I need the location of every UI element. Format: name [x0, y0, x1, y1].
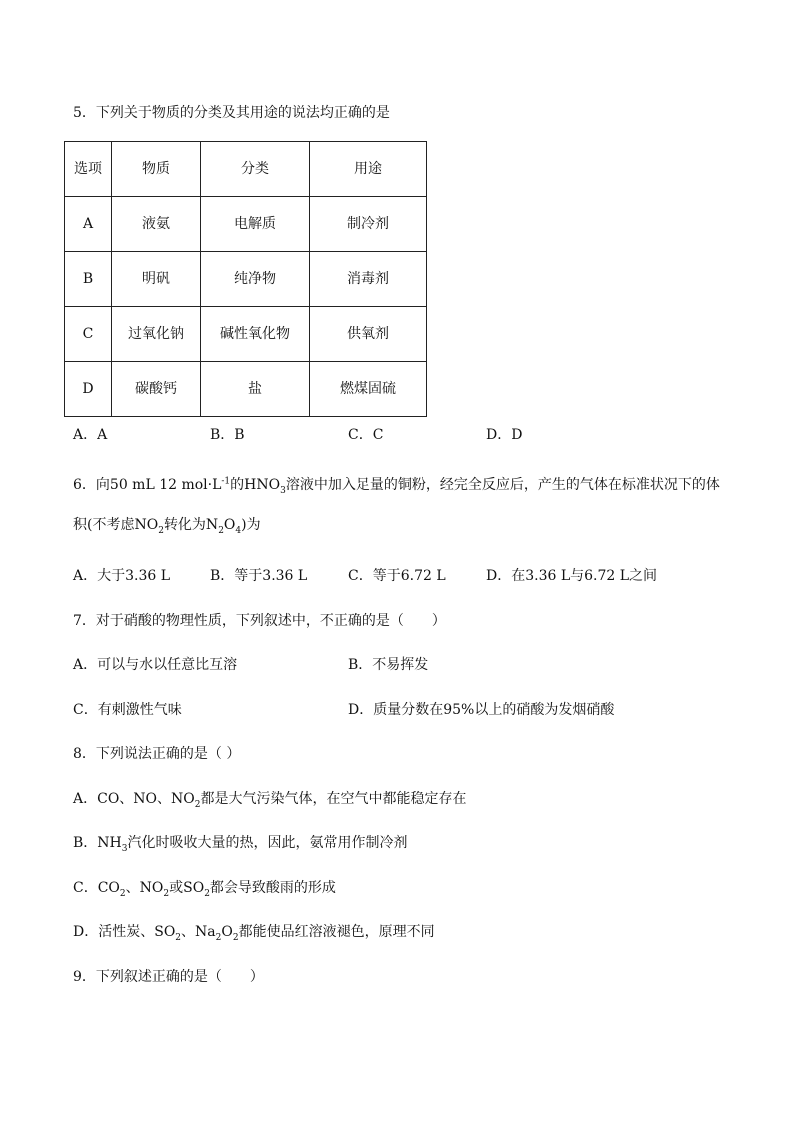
- subscript: 2: [158, 525, 164, 536]
- table-cell: 燃煤固硫: [310, 362, 427, 417]
- q8-option-b[interactable]: [73, 834, 407, 852]
- q6-option-a[interactable]: A．大于3.36 L: [73, 568, 171, 584]
- table-cell: 供氧剂: [310, 307, 427, 362]
- table-cell: 液氨: [112, 197, 201, 252]
- q7-option-b[interactable]: B．不易挥发: [348, 657, 429, 673]
- q8-text: 都会导致酸雨的形成: [209, 880, 336, 896]
- q5-option-a[interactable]: A．A: [73, 427, 108, 443]
- q8-text: A．CO、NO、NO: [73, 791, 195, 807]
- q7-stem: 7．对于硝酸的物理性质，下列叙述中，不正确的是（ ）: [73, 613, 446, 629]
- subscript: 2: [163, 888, 170, 899]
- table-row: [65, 252, 427, 307]
- q5-table: [64, 141, 427, 417]
- table-cell: D: [65, 362, 112, 417]
- q8-option-d[interactable]: [73, 923, 435, 941]
- subscript: 2: [194, 799, 201, 810]
- table-cell: 盐: [201, 362, 310, 417]
- q7-option-d[interactable]: D．质量分数在95%以上的硝酸为发烟硝酸: [348, 702, 615, 718]
- q5-stem: 5．下列关于物质的分类及其用途的说法均正确的是: [73, 105, 390, 121]
- q8-text: 、Na: [181, 924, 216, 940]
- q8-text: C．CO: [73, 880, 120, 896]
- table-cell: 过氧化钠: [112, 307, 201, 362]
- subscript: 4: [235, 525, 242, 536]
- table-cell: 制冷剂: [310, 197, 427, 252]
- subscript: 2: [218, 525, 224, 536]
- superscript: -1: [221, 476, 231, 487]
- table-header-row: [65, 142, 427, 197]
- table-cell: 消毒剂: [310, 252, 427, 307]
- q6-stem-line2: [73, 516, 261, 534]
- q8-text: B．NH: [73, 835, 122, 851]
- q6-option-d[interactable]: D．在3.36 L与6.72 L之间: [486, 568, 658, 584]
- q6-option-c[interactable]: C．等于6.72 L: [348, 568, 446, 584]
- q8-text: 、NO: [125, 880, 164, 896]
- q6-stem-line1: [73, 476, 720, 494]
- table-row: [65, 307, 427, 362]
- q6-text: 溶液中加入足量的铜粉，经完全反应后，产生的气体在标准状况下的体: [285, 477, 720, 493]
- q8-text: O: [221, 924, 233, 940]
- subscript: 2: [175, 932, 182, 943]
- subscript: 2: [119, 888, 126, 899]
- q5-option-c[interactable]: C．C: [348, 427, 384, 443]
- table-header-cell: 选项: [65, 142, 112, 197]
- q8-text: D．活性炭、SO: [73, 924, 176, 940]
- table-header-cell: 用途: [310, 142, 427, 197]
- table-cell: 碳酸钙: [112, 362, 201, 417]
- q6-text: 转化为N: [163, 517, 219, 533]
- q6-text: )为: [241, 517, 261, 533]
- subscript: 2: [232, 932, 239, 943]
- q8-option-a[interactable]: [73, 790, 467, 808]
- table-cell: 电解质: [201, 197, 310, 252]
- q6-option-b[interactable]: B．等于3.36 L: [210, 568, 308, 584]
- q8-stem: 8．下列说法正确的是（ ）: [73, 746, 241, 762]
- q5-option-d[interactable]: D．D: [486, 427, 523, 443]
- q9-stem: 9．下列叙述正确的是（ ）: [73, 969, 264, 985]
- subscript: 2: [215, 932, 222, 943]
- q8-text: 都是大气污染气体，在空气中都能稳定存在: [200, 791, 467, 807]
- table-cell: A: [65, 197, 112, 252]
- q6-text: 的HNO: [230, 477, 281, 493]
- q5-option-b[interactable]: B．B: [210, 427, 245, 443]
- subscript: 3: [280, 485, 286, 496]
- q6-text: 6．向50 mL 12 mol·L: [73, 477, 222, 493]
- q6-text: O: [223, 517, 236, 533]
- table-cell: C: [65, 307, 112, 362]
- q6-text: 积(不考虑NO: [73, 517, 159, 533]
- q7-option-a[interactable]: A．可以与水以任意比互溶: [73, 657, 238, 673]
- subscript: 2: [204, 888, 210, 899]
- table-row: [65, 197, 427, 252]
- q8-text: 都能使品红溶液褪色，原理不同: [238, 924, 435, 940]
- table-cell: B: [65, 252, 112, 307]
- q8-option-c[interactable]: [73, 879, 336, 897]
- table-cell: 碱性氧化物: [201, 307, 310, 362]
- table-header-cell: 分类: [201, 142, 310, 197]
- table-row: [65, 362, 427, 417]
- subscript: 3: [121, 843, 128, 854]
- q7-option-c[interactable]: C．有刺激性气味: [73, 702, 182, 718]
- table-cell: 纯净物: [201, 252, 310, 307]
- q8-text: 或SO: [169, 880, 205, 896]
- table-header-cell: 物质: [112, 142, 201, 197]
- table-cell: 明矾: [112, 252, 201, 307]
- q8-text: 汽化时吸收大量的热，因此，氨常用作制冷剂: [127, 835, 408, 851]
